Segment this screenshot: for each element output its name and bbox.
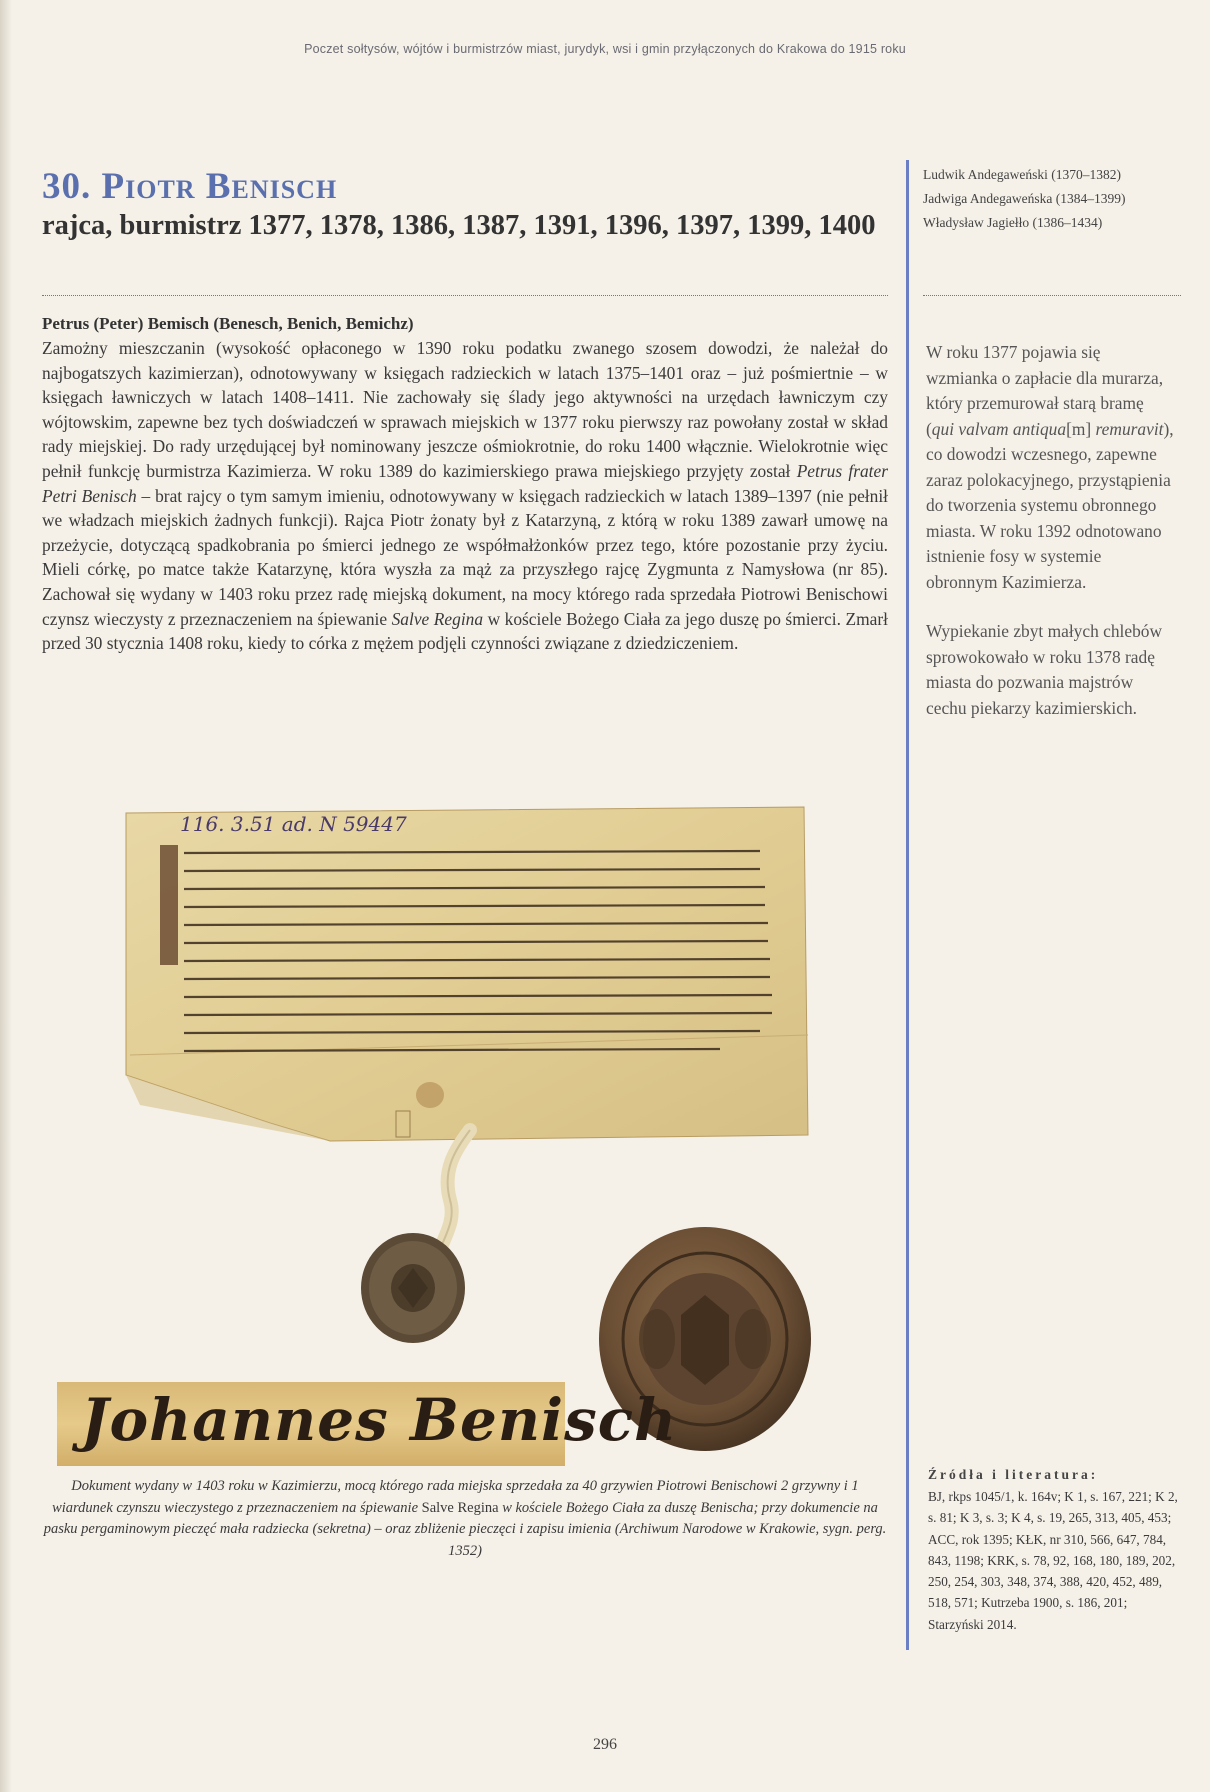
entry-title: 30. Piotr Benisch <box>42 166 338 207</box>
side-notes <box>926 340 1176 745</box>
body-part: – brat rajcy o tym samym imieniu, odnotowywany w księgach radzieckich w latach 1389–1397 (nie pełnił we władzach miejskich żadnych funkcji). Rajca Piotr żonaty był z Katarzyną, z którą w roku 1389 zawarł umowę na przeżycie, dotyczącą spadkobrania po śmierci jednego ze współmałżonków przez tego, które pozostanie przy życiu. Mieli córkę, po matce także Katarzynę, która wyszła za mąż za przyszłego rajcę Zygmunta z Namysłowa (nr 85). Zachował się wydany w 1403 roku przez radę miejską dokument, na mocy którego rada sprzedała Piotrowi Benischowi czynsz wieczysty z przeznaczeniem na śpiewanie <box>42 485 889 629</box>
body-italic: Salve Regina <box>391 608 484 629</box>
body-italic: Petrus frater Petri Benisch <box>42 460 888 506</box>
body-part: w kościele Bożego Ciała za jego duszę po śmierci. Zmarł przed 30 stycznia 1408 roku, kiedy to córka z mężem podjęli czynności związane z dziedziczeniem. <box>42 608 888 654</box>
sources-list: BJ, rkps 1045/1, k. 164v; K 1, s. 167, 221; K 2, s. 81; K 3, s. 3; K 4, s. 19, 265, 313, 405, 453; ACC, rok 1395; KŁK, nr 310, 566, 647, 784, 843, 1198; KRK, s. 78, 92, 168, 180, 189, 202, 250, 254, 303, 348, 374, 388, 420, 452, 489, 518, 571; Kutrzeba 1900, s. 186, 201; Starzyński 2014. <box>928 1489 1178 1632</box>
name-variants: Petrus (Peter) Bemisch (Benesch, Benich, Bemichz) <box>42 314 414 333</box>
ruler-item: Ludwik Andegaweński (1370–1382) <box>923 167 1121 182</box>
biography-text <box>42 336 888 656</box>
ruler-item: Jadwiga Andegaweńska (1384–1399) <box>923 191 1126 206</box>
dotted-separator-right <box>923 295 1181 296</box>
side-note-bakers: Wypiekanie zbyt małych chlebów sprowokowało w roku 1378 radę miasta do pozwania majstrów cechu piekarzy kazimierskich. <box>926 621 1163 718</box>
figure-caption: Dokument wydany w 1403 roku w Kazimierzu, mocą którego rada miejska sprzedała za 40 grzywien Piotrowi Benischowi 2 grzywny i 1 wiardunek czynszu wieczystego z przeznaczeniem na śpiewanie Salve Regina w kościele Bożego Ciała za duszę Benischa; przy dokumencie na pasku pergaminowym pieczęć mała radziecka (sekretna) – oraz zbliżenie pieczęci i zapisu imienia (Archiwum Narodowe w Krakowie, sygn. perg. 1352) <box>43 1478 887 1559</box>
rulers-list <box>923 163 1183 235</box>
page-gutter-shadow <box>0 0 12 1792</box>
manuscript-archive-marks: 116. 3.51 ad. N 59447 <box>180 812 407 836</box>
name-closeup-script: Johannes Benisch <box>81 1386 678 1454</box>
entry-subtitle: rajca, burmistrz 1377, 1378, 1386, 1387, 1391, 1396, 1397, 1399, 1400 <box>42 210 876 241</box>
body-part: Zamożny mieszczanin (wysokość opłaconego w 1390 roku podatku zwanego szosem dowodzi, że należał do najbogatszych kazimierzan), odnotowywany w księgach radzieckich w latach 1375–1401 oraz – już pośmiertnie – w księgach ławniczych w latach 1408–1411. Nie zachowały się ślady jego aktywności na urzędach ławniczym czy wójtowskim, zapewne bez tych doświadczeń w sprawach miejskich w 1377 roku pierwszy raz powołany został w skład rady miejskiej. Do rady urzędującej był nominowany jeszcze ośmiokrotnie, do roku 1400 włącznie. Wielokrotnie więc pełnił funkcję burmistrza Kazimierza. W roku 1389 do kazimierskiego prawa miejskiego przyjęty został <box>42 338 888 481</box>
parchment-document-image <box>120 805 810 1145</box>
sources-heading: Źródła i literatura: <box>928 1467 1099 1482</box>
running-header: Poczet sołtysów, wójtów i burmistrzów miast, jurydyk, wsi i gmin przyłączonych do Krakowa do 1915 roku <box>304 42 906 56</box>
page-number: 296 <box>593 1736 617 1753</box>
name-closeup-image <box>57 1382 678 1466</box>
dotted-separator-left <box>42 295 888 296</box>
column-divider <box>906 160 909 1650</box>
ruler-item: Władysław Jagiełło (1386–1434) <box>923 215 1103 230</box>
side-note-fortification: W roku 1377 pojawia się wzmianka o zapłacie dla murarza, który przemurował starą bramę (qui valvam antiqua[m] remuravit), co dowodzi wczesnego, zapewne zaraz polokacyjnego, przystąpienia do tworzenia systemu obronnego miasta. W roku 1392 odnotowano istnienie fosy w systemie obronnym Kazimierza. <box>926 342 1174 592</box>
small-council-seal-image <box>358 1230 468 1347</box>
